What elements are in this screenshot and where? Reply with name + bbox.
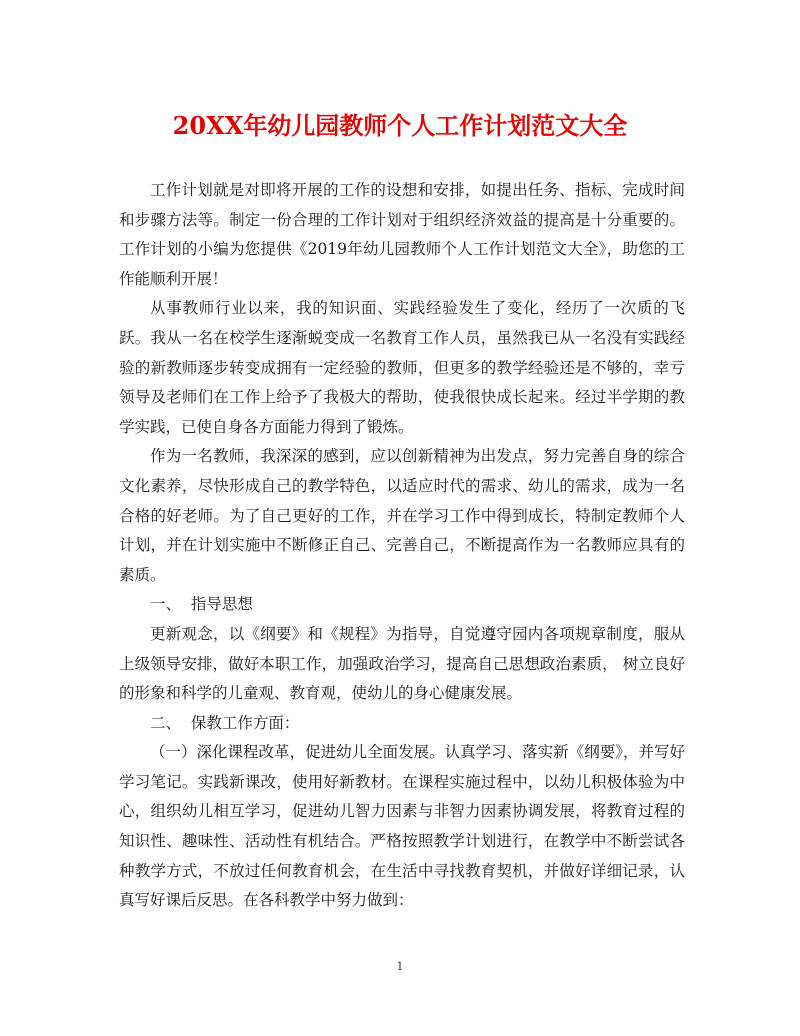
document-title: 20XX年幼儿园教师个人工作计划范文大全 (172, 111, 628, 140)
teaching-work-paragraph: （一）深化课程改革，促进幼儿全面发展。认真学习、落实新《纲要》，并写好学习笔记。实践新课改，使用好新教材。在课程实施过程中，以幼儿积极体验为中心，组织幼儿相互学习，促进幼儿智力因素与非智力因素协调发展，将教育过程的知识性、趣味性、活动性有机结合。严格按照教学计划进行，在教学中不断尝试各种教学方式，不放过任何教育机会，在生活中寻找教育契机，并做好详细记录，认真写好课后反思。在各科教学中努力做到： (119, 743, 685, 910)
intro-paragraph: 工作计划就是对即将开展的工作的设想和安排，如提出任务、指标、完成时间和步骤方法等。制定一份合理的工作计划对于组织经济效益的提高是十分重要的。工作计划的小编为您提供《2019年幼儿园教师个人工作计划范文大全》，助您的工作能顺利开展！ (119, 181, 685, 288)
goal-paragraph: 作为一名教师，我深深的感到，应以创新精神为出发点，努力完善自身的综合文化素养，尽快形成自己的教学特色，以适应时代的需求、幼儿的需求，成为一名合格的好老师。为了自己更好的工作，并在学习工作中得到成长，特制定教师个人计划，并在计划实施中不断修正自己、完善自己，不断提高作为一名教师应具有的素质。 (119, 447, 685, 584)
document-body (119, 176, 685, 916)
experience-paragraph: 从事教师行业以来，我的知识面、实践经验发生了变化，经历了一次质的飞跃。我从一名在校学生逐渐蜕变成一名教育工作人员，虽然我已从一名没有实践经验的新教师逐步转变成拥有一定经验的教师，但更多的教学经验还是不够的，幸亏领导及老师们在工作上给予了我极大的帮助，使我很快成长起来。经过半学期的教学实践，已使自身各方面能力得到了锻炼。 (119, 299, 685, 436)
page-number: 1 (396, 960, 404, 973)
section-heading-teaching-work: 二、 保教工作方面： (150, 713, 300, 732)
section-heading-guiding-thought: 一、 指导思想 (150, 595, 253, 614)
guiding-thought-paragraph: 更新观念，以《纲要》和《规程》为指导，自觉遵守园内各项规章制度，服从上级领导安排，做好本职工作，加强政治学习，提高自己思想政治素质， 树立良好的形象和科学的儿童观、教育观，使幼儿的身心健康发展。 (119, 624, 685, 703)
